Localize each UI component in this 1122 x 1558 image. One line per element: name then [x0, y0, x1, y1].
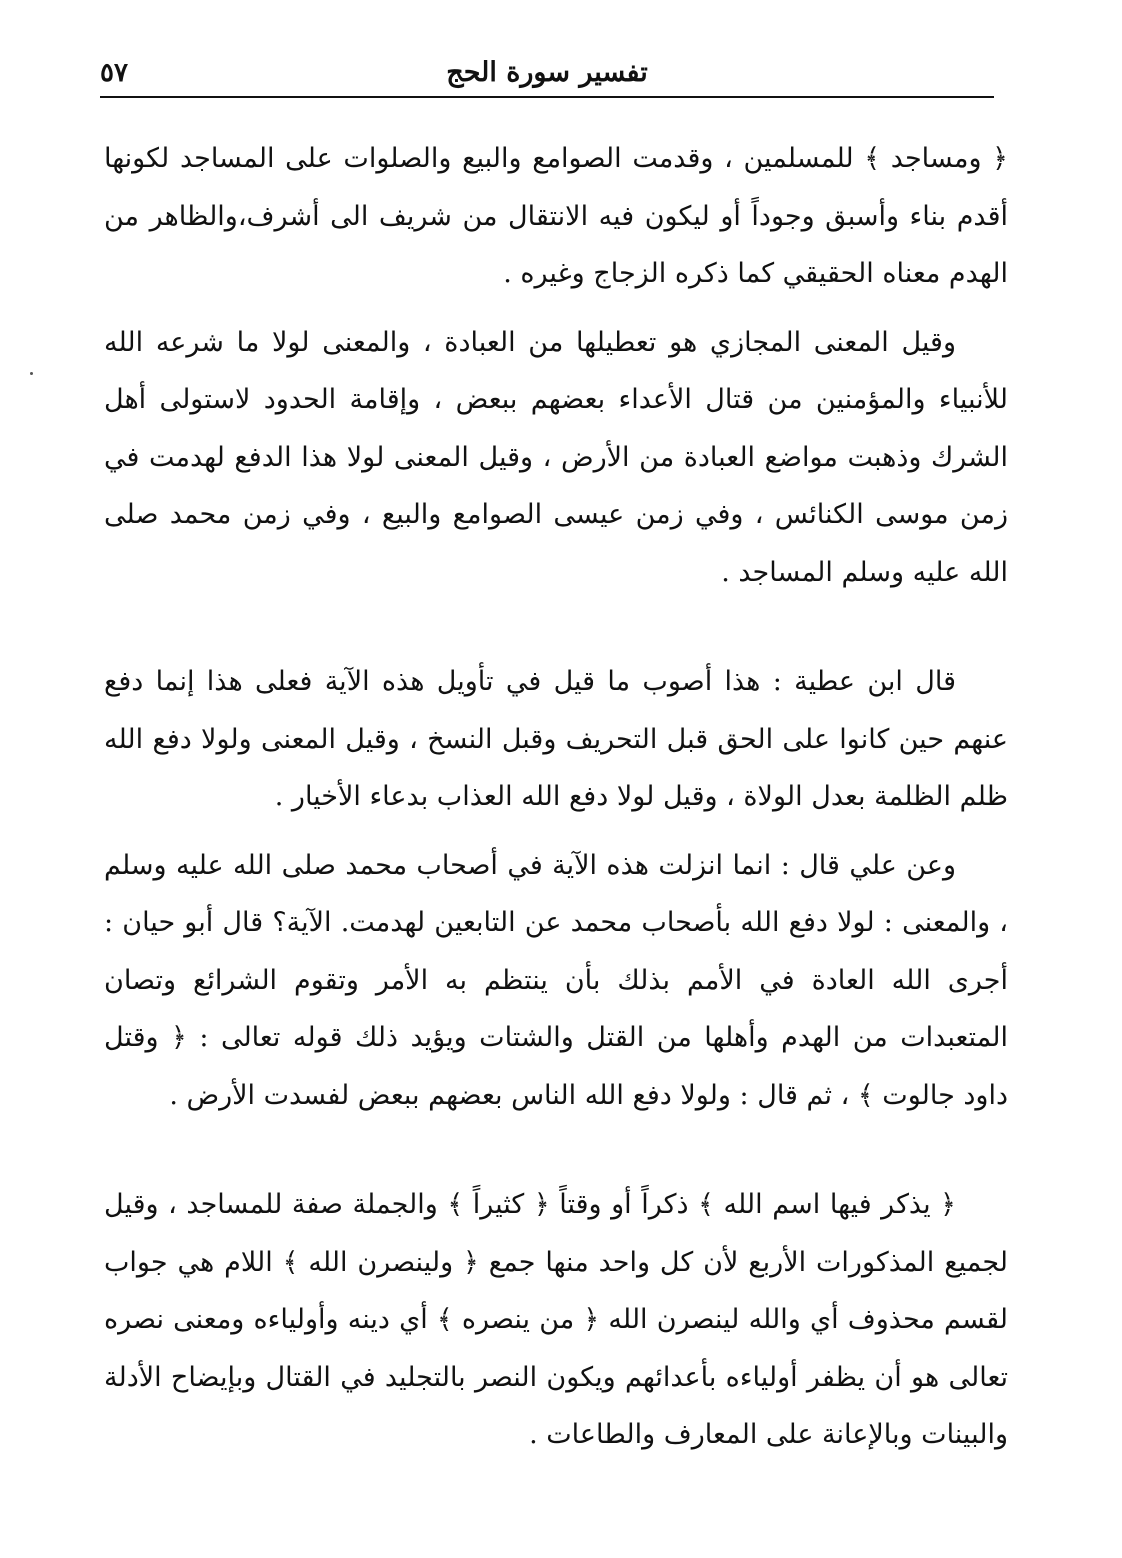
paragraph-ali-abu-hayyan: وعن علي قال : انما انزلت هذه الآية في أصحاب محمد صلى الله عليه وسلم ، والمعنى : لولا دفع الله بأصحاب محمد عن التابعين لهدمت. الآية؟ قال أبو حيان : أجرى الله العادة في الأمم بذلك بأن ينتظم به الأمر وتقوم الشرائع وتصان المتعبدات من الهدم وأهلها من القتل والشتات ويؤيد ذلك قوله تعالى : ﴿ وقتل داود جالوت ﴾ ، ثم قال : ولولا دفع الله الناس بعضهم ببعض لفسدت الأرض . [104, 849, 1008, 1111]
paragraph-yudhkar-fiha: ﴿ يذكر فيها اسم الله ﴾ ذكراً أو وقتاً ﴿ كثيراً ﴾ والجملة صفة للمساجد ، وقيل لجميع المذكورات الأربع لأن كل واحد منها جمع ﴿ ولينصرن الله ﴾ اللام هي جواب لقسم محذوف أي والله لينصرن الله ﴿ من ينصره ﴾ أي دينه وأولياءه ومعنى نصره تعالى هو أن يظفر أولياءه بأعدائهم ويكون النصر بالتجليد في القتال وبإيضاح الأدلة والبينات وبالإعانة على المعارف والطاعات . [104, 1189, 1008, 1450]
page-number: ٥٧ [100, 58, 128, 88]
margin-speck [30, 372, 33, 375]
paragraph-gap [104, 601, 1008, 653]
page-header [100, 52, 994, 96]
paragraph-ibn-atiyya: قال ابن عطية : هذا أصوب ما قيل في تأويل هذه الآية فعلى هذا إنما دفع عنهم حين كانوا على الحق قبل التحريف وقبل النسخ ، وقيل المعنى ولولا دفع الله ظلم الظلمة بعدل الولاة ، وقيل لولا دفع الله العذاب بدعاء الأخيار . [104, 666, 1008, 812]
paragraph-gap [104, 1124, 1008, 1176]
paragraph-gap [104, 826, 1008, 837]
body-text [104, 130, 1008, 1464]
running-title: تفسير سورة الحج [446, 57, 648, 88]
paragraph-gap [104, 303, 1008, 314]
paragraph-masajid: ﴿ ومساجد ﴾ للمسلمين ، وقدمت الصوامع والبيع والصلوات على المساجد لكونها أقدم بناء وأسبق وجوداً أو ليكون فيه الانتقال من شريف الى أشرف،والظاهر من الهدم معناه الحقيقي كما ذكره الزجاج وغيره . [104, 143, 1008, 289]
paragraph-majazi-meaning: وقيل المعنى المجازي هو تعطيلها من العبادة ، والمعنى لولا ما شرعه الله للأنبياء والمؤمنين من قتال الأعداء بعضهم ببعض ، وإقامة الحدود لاستولى أهل الشرك وذهبت مواضع العبادة من الأرض ، وقيل المعنى لولا هذا الدفع لهدمت في زمن موسى الكنائس ، وفي زمن عيسى الصوامع والبيع ، وفي زمن محمد صلى الله عليه وسلم المساجد . [104, 326, 1008, 588]
header-rule [100, 96, 994, 98]
